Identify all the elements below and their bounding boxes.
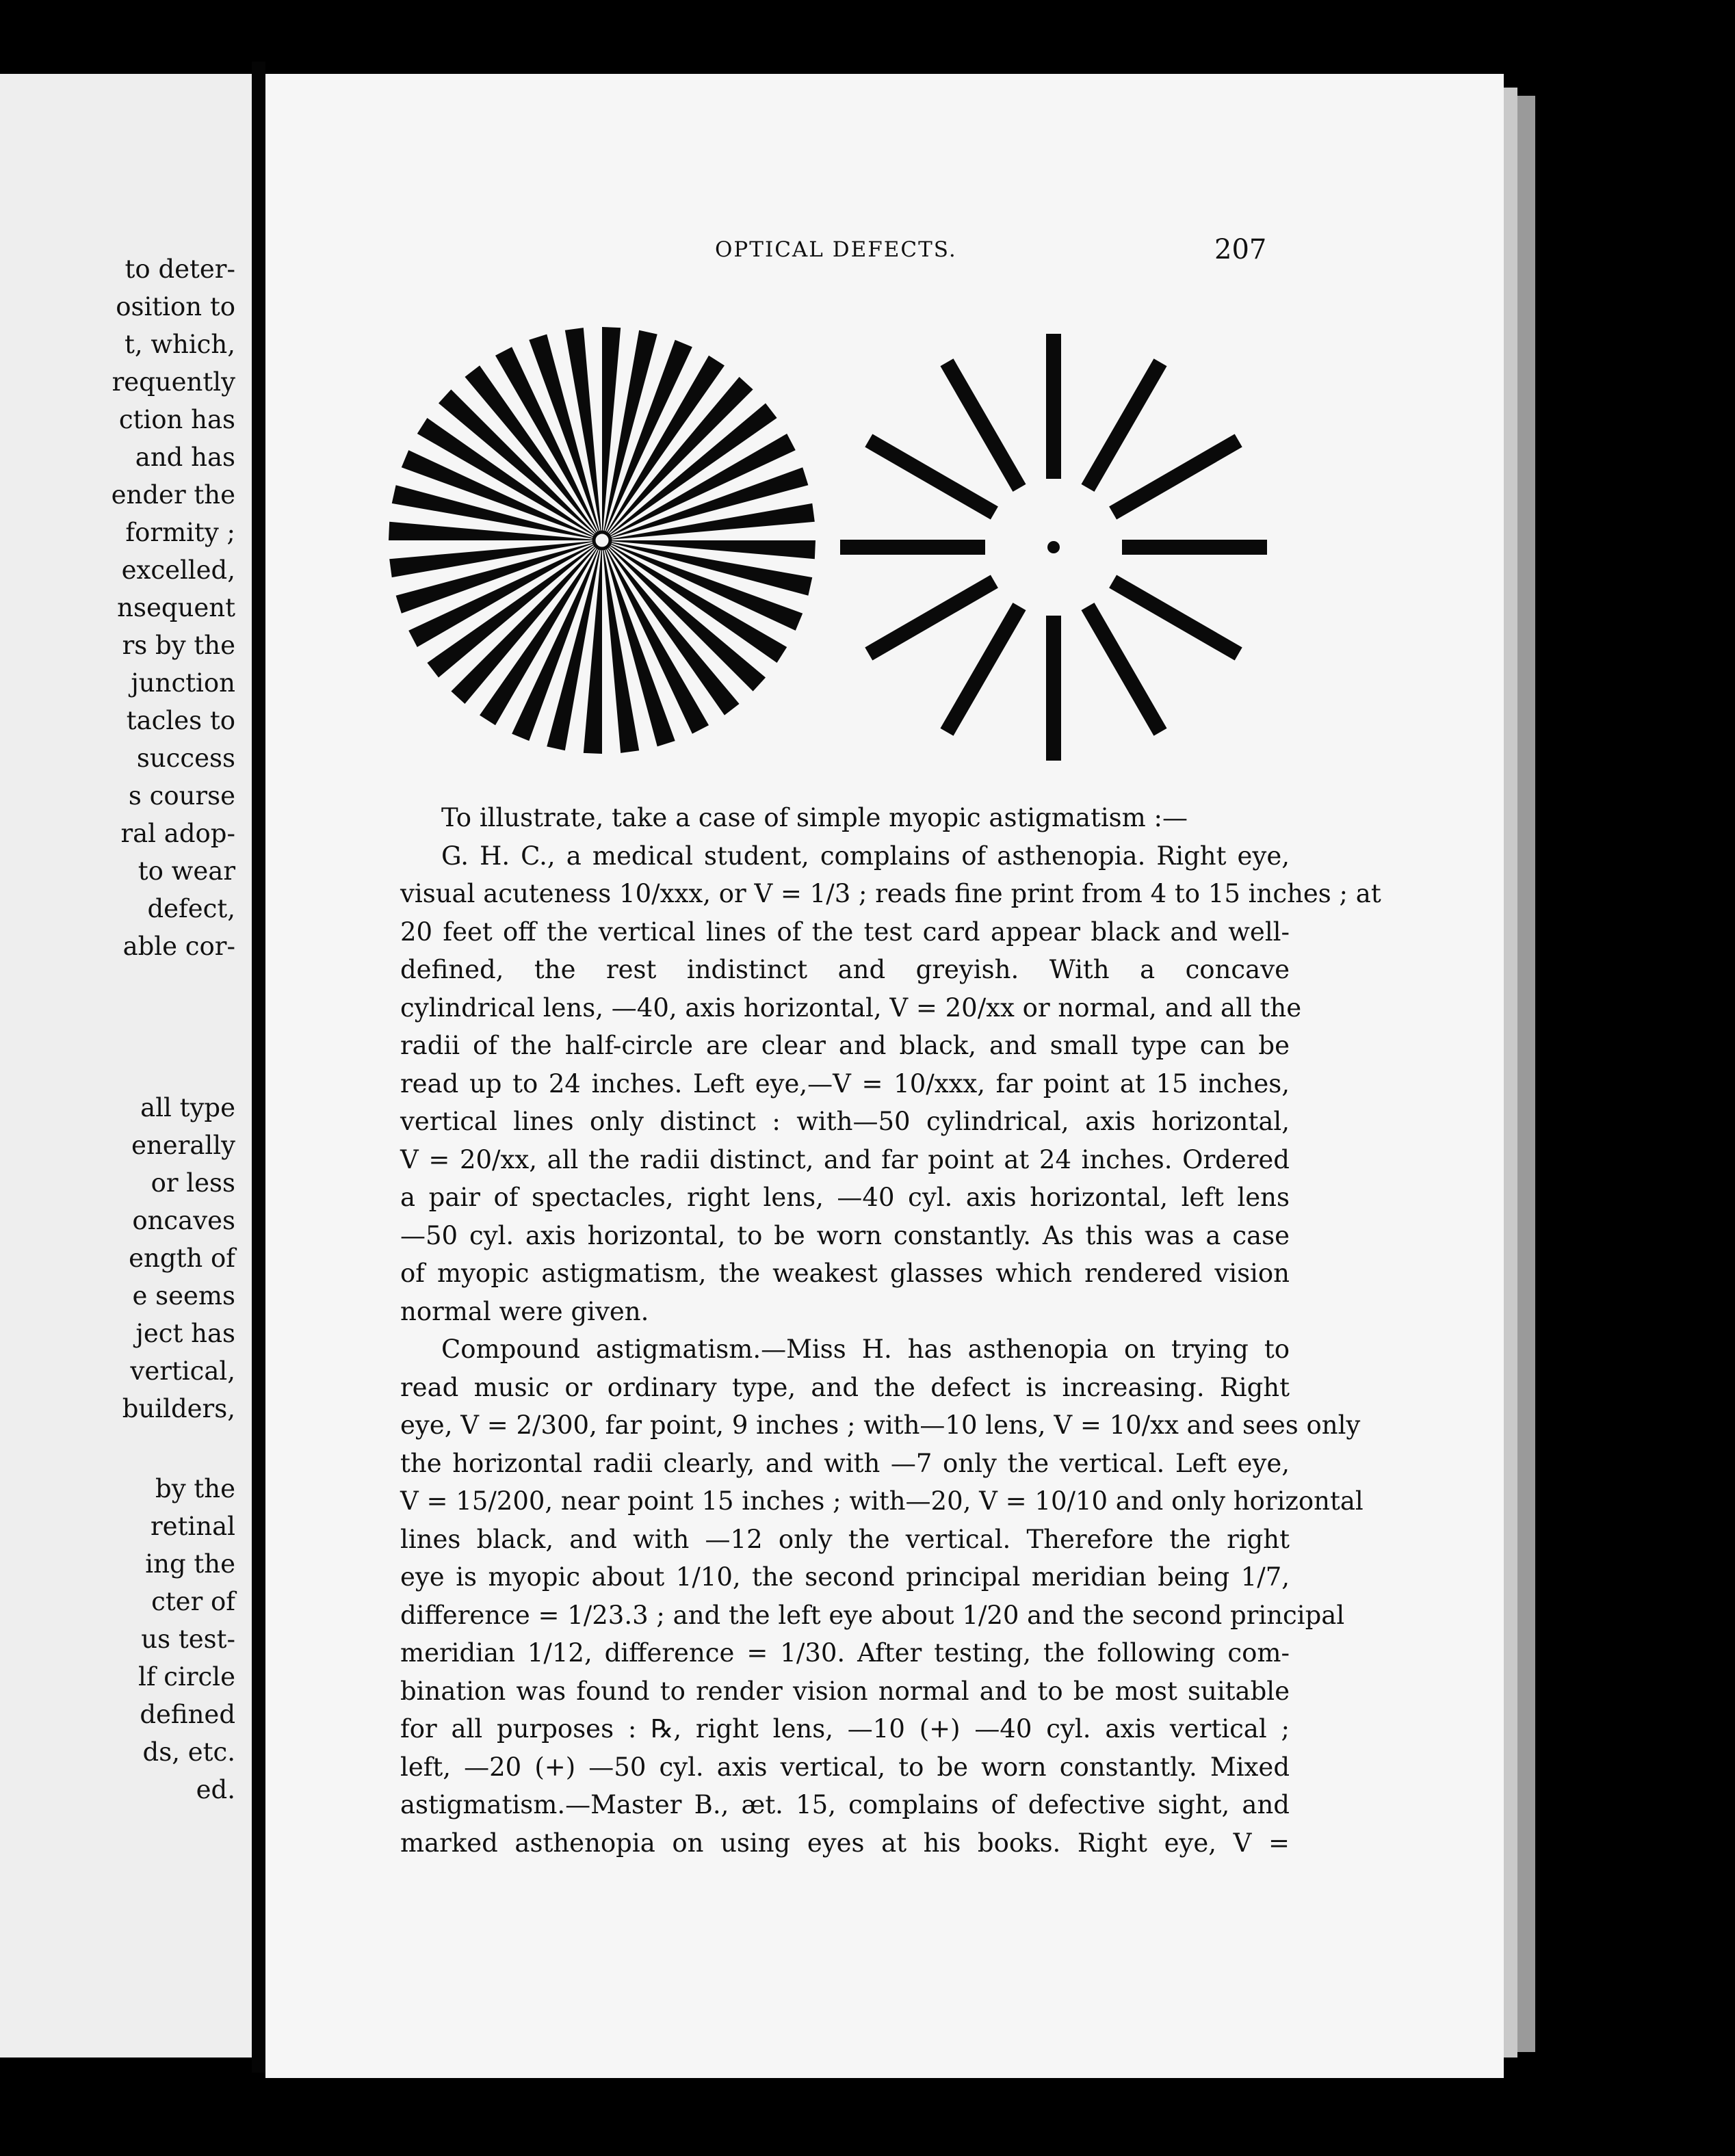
text-line: for all purposes : ℞, right lens, —10 (+) —40 cyl. axis vertical ; — [400, 1714, 1290, 1744]
left-page-text-line: formity ; — [125, 518, 235, 547]
left-page-text-line: ds, etc. — [142, 1737, 235, 1767]
text-line: lines black, and with —12 only the vertical. Therefore the right — [400, 1524, 1290, 1554]
running-head: OPTICAL DEFECTS. — [715, 237, 957, 262]
left-page-text-line: defined — [140, 1700, 235, 1729]
text-line: vertical lines only distinct : with—50 cylindrical, axis horizontal, — [400, 1107, 1290, 1136]
star-ray — [940, 358, 1026, 492]
text-line: of myopic astigmatism, the weakest glasses which rendered vision — [400, 1259, 1290, 1288]
left-page-text-line: osition to — [116, 292, 235, 321]
left-page-text-line: enerally — [131, 1131, 235, 1160]
astigmatism-test-figures — [383, 321, 1273, 787]
text-line: visual acuteness 10/xxx, or V = 1/3 ; reads fine print from 4 to 15 inches ; at — [400, 879, 1381, 908]
left-page-text-line: ed. — [196, 1775, 235, 1804]
star-ray — [1109, 434, 1242, 519]
left-page-text-line: ender the — [111, 480, 235, 510]
star-ray — [1122, 540, 1267, 555]
text-line: marked asthenopia on using eyes at his books. Right eye, V = — [400, 1828, 1290, 1858]
twelve-ray-star-chart — [840, 334, 1267, 761]
text-line: cylindrical lens, —40, axis horizontal, V = 20/xx or normal, and all the — [400, 992, 1302, 1023]
page-edge — [1504, 88, 1517, 2058]
left-page-text-line: success — [136, 744, 235, 773]
text-line: read up to 24 inches. Left eye,—V = 10/xxx, far point at 15 inches, — [400, 1068, 1290, 1099]
text-line: left, —20 (+) —50 cyl. axis vertical, to be worn constantly. Mixed — [400, 1752, 1290, 1782]
left-page-text-line: s course — [128, 781, 235, 811]
star-ray — [1046, 334, 1061, 479]
star-ray — [1081, 358, 1166, 492]
radial-fan-chart — [389, 327, 816, 754]
left-page-text-line: retinal — [150, 1512, 235, 1541]
left-page-text-line: oncaves — [132, 1206, 235, 1235]
page-number: 207 — [1214, 234, 1267, 265]
star-center-dot — [1047, 541, 1060, 553]
star-ray — [940, 603, 1026, 736]
star-ray — [1046, 616, 1061, 761]
text-line: radii of the half-circle are clear and black, and small type can be — [400, 1031, 1290, 1060]
left-page-text-line: ction has — [118, 405, 235, 434]
left-page-text-line: defect, — [147, 894, 235, 923]
text-line: meridian 1/12, difference = 1/30. After testing, the following com- — [400, 1638, 1290, 1668]
left-page-text-line: rs by the — [122, 631, 235, 660]
text-line: eye is myopic about 1/10, the second principal meridian being 1/7, — [400, 1562, 1290, 1592]
left-page-text-line: cter of — [151, 1587, 235, 1616]
text-line: defined, the rest indistinct and greyish. With a concave — [400, 955, 1290, 984]
left-page-text-line: builders, — [122, 1394, 235, 1423]
text-line: astigmatism.—Master B., æt. 15, complains of defective sight, and — [400, 1790, 1290, 1819]
left-page-text-line: and has — [135, 443, 235, 472]
left-page-text-line: t, which, — [124, 330, 235, 359]
text-line: To illustrate, take a case of simple myopic astigmatism :— — [441, 803, 1188, 832]
left-page-text-line: excelled, — [121, 555, 235, 585]
left-page-text-line: vertical, — [130, 1356, 235, 1386]
star-ray — [1081, 603, 1166, 736]
star-ray — [865, 434, 998, 519]
left-page-text-line: tacles to — [126, 706, 235, 735]
body-text — [400, 799, 1381, 1862]
left-page-text-line: ject has — [135, 1319, 235, 1348]
star-ray — [840, 540, 985, 555]
text-line: bination was found to render vision normal and to be most suitable — [400, 1676, 1290, 1706]
left-page-text-line: junction — [131, 668, 235, 698]
left-page-text-line: nsequent — [117, 593, 235, 622]
left-page-text-line: ength of — [129, 1244, 235, 1273]
text-line: G. H. C., a medical student, complains of asthenopia. Right eye, — [441, 841, 1290, 871]
text-line: V = 15/200, near point 15 inches ; with—20, V = 10/10 and only horizontal — [400, 1486, 1364, 1516]
left-page-text-line: us test- — [141, 1625, 235, 1654]
text-line: eye, V = 2/300, far point, 9 inches ; with—10 lens, V = 10/xx and sees only — [400, 1410, 1361, 1440]
text-line: —50 cyl. axis horizontal, to be worn constantly. As this was a case — [400, 1220, 1290, 1250]
star-ray — [865, 575, 998, 660]
text-line: V = 20/xx, all the radii distinct, and far point at 24 inches. Ordered — [400, 1144, 1290, 1174]
left-page-text-line: to wear — [138, 856, 235, 886]
text-line: a pair of spectacles, right lens, —40 cyl. axis horizontal, left lens — [400, 1183, 1290, 1212]
page-edge-shadow — [1517, 96, 1535, 2052]
star-ray — [1109, 575, 1242, 660]
left-page-text-line: requently — [112, 367, 235, 397]
left-page-text-line: all type — [140, 1093, 235, 1122]
left-page-text-line: lf circle — [138, 1662, 235, 1692]
left-page-text-line: by the — [155, 1474, 235, 1503]
text-line: Compound astigmatism.—Miss H. has asthenopia on trying to — [441, 1335, 1290, 1364]
text-line: the horizontal radii clearly, and with —7 only the vertical. Left eye, — [400, 1448, 1290, 1478]
text-line: read music or ordinary type, and the defect is increasing. Right — [400, 1372, 1290, 1402]
left-page-text-line: able cor- — [122, 932, 235, 961]
left-page-text-line: ing the — [145, 1549, 235, 1579]
left-page-text-line: ral adop- — [120, 819, 235, 848]
text-line: difference = 1/23.3 ; and the left eye about 1/20 and the second principal — [400, 1600, 1345, 1630]
fan-center-ring — [594, 532, 610, 549]
left-page-text-line: or less — [151, 1168, 235, 1198]
text-line: 20 feet off the vertical lines of the test card appear black and well- — [400, 917, 1290, 947]
left-page-fragment — [0, 74, 252, 2058]
left-page-text-line: e seems — [132, 1281, 235, 1311]
left-page-text-line: to deter- — [125, 254, 235, 284]
text-line: normal were given. — [400, 1296, 649, 1326]
book-spine — [252, 62, 265, 2073]
